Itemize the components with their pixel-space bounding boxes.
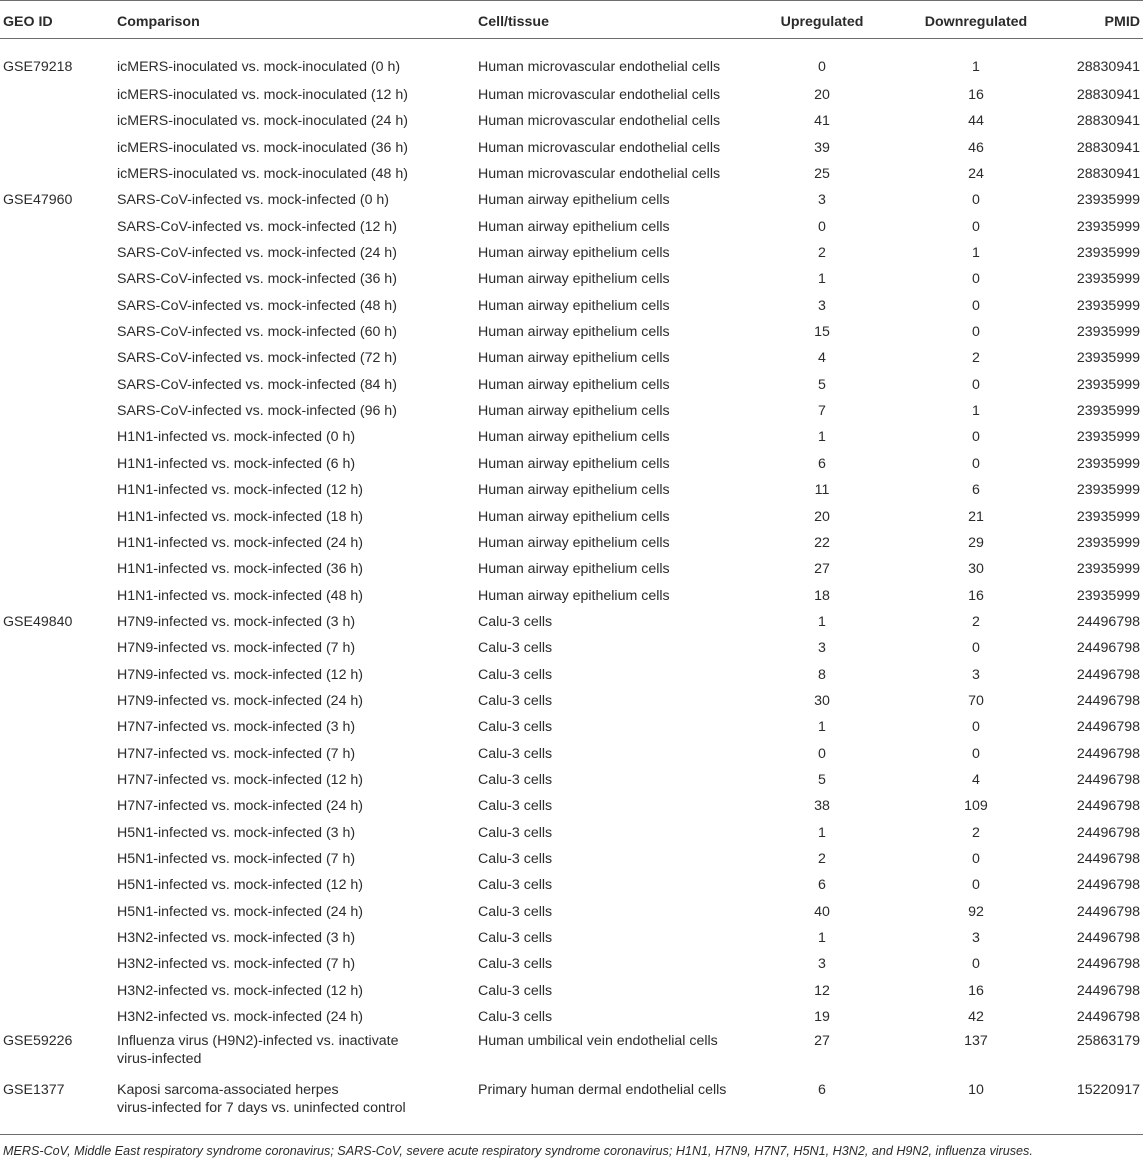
cell-upregulated: 30 xyxy=(814,692,830,709)
cell-geo-id: GSE79218 xyxy=(3,59,73,75)
table-row xyxy=(0,82,1143,108)
cell-pmid: 23935999 xyxy=(1076,218,1140,235)
cell-pmid: 24496798 xyxy=(1076,850,1140,867)
cell-downregulated: 30 xyxy=(968,561,984,578)
cell-comparison: H3N2-infected vs. mock-infected (3 h) xyxy=(117,930,356,946)
cell-upregulated: 18 xyxy=(814,587,830,604)
cell-geo-id xyxy=(0,135,117,161)
cell-downregulated: 70 xyxy=(968,692,984,709)
cell-downregulated: 2 xyxy=(972,824,980,841)
cell-downregulated: 0 xyxy=(972,745,980,762)
cell-comparison: SARS-CoV-infected vs. mock-infected (24 h) xyxy=(117,245,397,262)
cell-geo-id xyxy=(0,451,117,477)
cell-upregulated: 6 xyxy=(818,877,826,894)
table-row xyxy=(0,424,1143,450)
cell-upregulated: 11 xyxy=(814,482,830,499)
header-comparison: Comparison xyxy=(117,14,200,30)
table-row xyxy=(0,978,1143,1004)
table-row xyxy=(0,108,1143,134)
cell-downregulated: 24 xyxy=(968,166,984,183)
cell-comparison: SARS-CoV-infected vs. mock-infected (12 h) xyxy=(117,218,397,235)
cell-tissue: Calu-3 cells xyxy=(478,930,553,946)
cell-downregulated: 21 xyxy=(968,508,984,525)
cell-tissue: Calu-3 cells xyxy=(478,640,553,657)
cell-comparison: H3N2-infected vs. mock-infected (24 h) xyxy=(117,1009,364,1026)
cell-comparison: SARS-CoV-infected vs. mock-infected (72 h) xyxy=(117,350,397,367)
table-row xyxy=(0,872,1143,898)
cell-upregulated: 39 xyxy=(814,139,830,156)
cell-tissue: Calu-3 cells xyxy=(478,666,553,683)
cell-upregulated: 1 xyxy=(818,613,826,630)
cell-pmid: 24496798 xyxy=(1076,613,1140,630)
table-row xyxy=(0,293,1143,319)
cell-pmid: 23935999 xyxy=(1076,324,1140,341)
cell-tissue: Calu-3 cells xyxy=(478,850,553,867)
cell-geo-id xyxy=(0,1004,117,1030)
cell-pmid: 24496798 xyxy=(1076,745,1140,762)
cell-pmid: 23935999 xyxy=(1076,508,1140,525)
top-rule xyxy=(0,0,1143,1)
table-row xyxy=(0,1030,1143,1079)
cell-downregulated: 16 xyxy=(968,982,984,999)
cell-upregulated: 8 xyxy=(818,666,826,683)
comparison-line: virus-infected xyxy=(117,1051,202,1068)
cell-comparison: H7N9-infected vs. mock-infected (7 h) xyxy=(117,640,356,657)
cell-comparison xyxy=(117,1079,478,1128)
cell-comparison: H5N1-infected vs. mock-infected (12 h) xyxy=(117,877,364,894)
cell-geo-id xyxy=(0,872,117,898)
cell-geo-id xyxy=(0,345,117,371)
cell-upregulated: 27 xyxy=(814,1033,830,1050)
cell-downregulated: 0 xyxy=(972,640,980,657)
cell-comparison: H1N1-infected vs. mock-infected (0 h) xyxy=(117,429,356,446)
cell-downregulated: 0 xyxy=(972,324,980,341)
cell-comparison: H1N1-infected vs. mock-infected (6 h) xyxy=(117,455,356,472)
cell-comparison: H7N7-infected vs. mock-infected (24 h) xyxy=(117,798,364,815)
table-row xyxy=(0,187,1143,213)
cell-pmid: 23935999 xyxy=(1076,561,1140,578)
cell-upregulated: 1 xyxy=(818,429,826,446)
cell-downregulated: 0 xyxy=(972,956,980,973)
cell-downregulated: 0 xyxy=(972,850,980,867)
header-cell-tissue: Cell/tissue xyxy=(478,14,549,30)
cell-pmid: 23935999 xyxy=(1076,350,1140,367)
cell-downregulated: 0 xyxy=(972,719,980,736)
cell-pmid: 23935999 xyxy=(1076,376,1140,393)
cell-tissue: Calu-3 cells xyxy=(478,771,553,788)
cell-pmid: 28830941 xyxy=(1076,87,1140,103)
cell-pmid: 24496798 xyxy=(1076,692,1140,709)
cell-pmid: 25863179 xyxy=(1076,1033,1140,1050)
cell-tissue: Human airway epithelium cells xyxy=(478,324,670,341)
cell-comparison: SARS-CoV-infected vs. mock-infected (96 h) xyxy=(117,403,397,420)
cell-pmid: 24496798 xyxy=(1076,956,1140,973)
cell-geo-id xyxy=(0,925,117,951)
cell-tissue: Human airway epithelium cells xyxy=(478,561,670,578)
cell-tissue: Primary human dermal endothelial cells xyxy=(478,1082,727,1099)
cell-geo-id xyxy=(0,266,117,292)
table-body xyxy=(0,36,1143,1128)
cell-downregulated: 0 xyxy=(972,192,980,209)
cell-downregulated: 0 xyxy=(972,218,980,235)
table-row xyxy=(0,1004,1143,1030)
cell-pmid: 28830941 xyxy=(1076,113,1140,130)
cell-pmid: 24496798 xyxy=(1076,930,1140,946)
table-row xyxy=(0,951,1143,977)
cell-upregulated: 1 xyxy=(818,824,826,841)
cell-geo-id xyxy=(0,372,117,398)
table-row xyxy=(0,161,1143,187)
cell-tissue: Calu-3 cells xyxy=(478,719,553,736)
cell-tissue: Human airway epithelium cells xyxy=(478,271,670,288)
cell-tissue: Human umbilical vein endothelial cells xyxy=(478,1033,718,1050)
cell-geo-id xyxy=(0,635,117,661)
table-row xyxy=(0,240,1143,266)
cell-pmid: 28830941 xyxy=(1076,166,1140,183)
cell-comparison: icMERS-inoculated vs. mock-inoculated (36 h) xyxy=(117,139,408,156)
cell-pmid: 23935999 xyxy=(1076,587,1140,604)
cell-downregulated: 0 xyxy=(972,877,980,894)
cell-pmid: 23935999 xyxy=(1076,482,1140,499)
cell-upregulated: 6 xyxy=(818,455,826,472)
cell-comparison: H1N1-infected vs. mock-infected (36 h) xyxy=(117,561,364,578)
cell-geo-id xyxy=(0,767,117,793)
cell-geo-id xyxy=(0,714,117,740)
cell-geo-id xyxy=(0,583,117,609)
cell-downregulated: 16 xyxy=(968,587,984,604)
cell-comparison: H7N9-infected vs. mock-infected (3 h) xyxy=(117,613,356,630)
bottom-rule xyxy=(0,1134,1143,1135)
table-row xyxy=(0,451,1143,477)
cell-comparison: icMERS-inoculated vs. mock-inoculated (24 h) xyxy=(117,113,408,130)
cell-upregulated: 40 xyxy=(814,903,830,920)
cell-geo-id xyxy=(0,951,117,977)
cell-pmid: 28830941 xyxy=(1076,139,1140,156)
cell-downregulated: 1 xyxy=(972,403,980,420)
cell-upregulated: 3 xyxy=(818,956,826,973)
cell-comparison: H5N1-infected vs. mock-infected (3 h) xyxy=(117,824,356,841)
comparison-line: Influenza virus (H9N2)-infected vs. inactivate xyxy=(117,1033,399,1050)
cell-comparison: SARS-CoV-infected vs. mock-infected (48 h) xyxy=(117,297,397,314)
cell-upregulated: 0 xyxy=(818,218,826,235)
cell-downregulated: 0 xyxy=(972,455,980,472)
cell-tissue: Calu-3 cells xyxy=(478,613,553,630)
cell-geo-id xyxy=(0,899,117,925)
cell-pmid: 24496798 xyxy=(1076,982,1140,999)
cell-upregulated: 41 xyxy=(814,113,830,130)
cell-pmid: 23935999 xyxy=(1076,534,1140,551)
cell-downregulated: 46 xyxy=(968,139,984,156)
cell-geo-id xyxy=(0,240,117,266)
cell-comparison: H7N9-infected vs. mock-infected (12 h) xyxy=(117,666,364,683)
cell-comparison: H1N1-infected vs. mock-infected (12 h) xyxy=(117,482,364,499)
cell-comparison: H3N2-infected vs. mock-infected (12 h) xyxy=(117,982,364,999)
cell-geo-id xyxy=(0,530,117,556)
cell-geo-id xyxy=(0,846,117,872)
cell-comparison xyxy=(117,1030,478,1079)
cell-pmid: 15220917 xyxy=(1076,1082,1140,1099)
cell-pmid: 23935999 xyxy=(1076,455,1140,472)
cell-upregulated: 6 xyxy=(818,1082,826,1099)
cell-geo-id xyxy=(0,978,117,1004)
cell-tissue: Calu-3 cells xyxy=(478,824,553,841)
cell-tissue: Calu-3 cells xyxy=(478,903,553,920)
cell-geo-id xyxy=(0,319,117,345)
cell-pmid: 23935999 xyxy=(1076,297,1140,314)
cell-tissue: Human airway epithelium cells xyxy=(478,482,670,499)
cell-upregulated: 5 xyxy=(818,771,826,788)
cell-tissue: Human airway epithelium cells xyxy=(478,403,670,420)
data-table xyxy=(0,8,1143,1128)
cell-tissue: Human airway epithelium cells xyxy=(478,429,670,446)
cell-downregulated: 4 xyxy=(972,771,980,788)
cell-upregulated: 3 xyxy=(818,192,826,209)
table-row xyxy=(0,635,1143,661)
cell-comparison: H1N1-infected vs. mock-infected (18 h) xyxy=(117,508,364,525)
cell-downregulated: 42 xyxy=(968,1009,984,1026)
cell-tissue: Human airway epithelium cells xyxy=(478,508,670,525)
cell-upregulated: 12 xyxy=(814,982,830,999)
table-row xyxy=(0,319,1143,345)
cell-pmid: 24496798 xyxy=(1076,1009,1140,1026)
cell-tissue: Calu-3 cells xyxy=(478,956,553,973)
cell-tissue: Human microvascular endothelial cells xyxy=(478,113,721,130)
header-row xyxy=(0,8,1143,36)
cell-tissue: Calu-3 cells xyxy=(478,745,553,762)
cell-upregulated: 20 xyxy=(814,508,830,525)
cell-tissue: Human microvascular endothelial cells xyxy=(478,87,721,103)
cell-comparison: icMERS-inoculated vs. mock-inoculated (0 h) xyxy=(117,59,401,75)
cell-tissue: Human microvascular endothelial cells xyxy=(478,166,721,183)
cell-upregulated: 27 xyxy=(814,561,830,578)
cell-tissue: Human airway epithelium cells xyxy=(478,297,670,314)
cell-pmid: 24496798 xyxy=(1076,824,1140,841)
cell-geo-id xyxy=(0,82,117,108)
table-row xyxy=(0,714,1143,740)
cell-tissue: Human microvascular endothelial cells xyxy=(478,59,721,75)
cell-upregulated: 4 xyxy=(818,350,826,367)
cell-comparison: H7N9-infected vs. mock-infected (24 h) xyxy=(117,692,364,709)
cell-comparison: SARS-CoV-infected vs. mock-infected (84 h) xyxy=(117,376,397,393)
cell-upregulated: 5 xyxy=(818,376,826,393)
table-row xyxy=(0,556,1143,582)
cell-pmid: 23935999 xyxy=(1076,429,1140,446)
cell-downregulated: 29 xyxy=(968,534,984,551)
cell-tissue: Human airway epithelium cells xyxy=(478,350,670,367)
cell-comparison: icMERS-inoculated vs. mock-inoculated (48 h) xyxy=(117,166,408,183)
cell-downregulated: 0 xyxy=(972,429,980,446)
cell-upregulated: 2 xyxy=(818,245,826,262)
cell-comparison: H1N1-infected vs. mock-infected (24 h) xyxy=(117,534,364,551)
table-row xyxy=(0,530,1143,556)
table-row xyxy=(0,266,1143,292)
cell-geo-id xyxy=(0,688,117,714)
table-row xyxy=(0,345,1143,371)
cell-geo-id xyxy=(0,820,117,846)
cell-upregulated: 25 xyxy=(814,166,830,183)
cell-downregulated: 92 xyxy=(968,903,984,920)
cell-downregulated: 3 xyxy=(972,666,980,683)
table-row xyxy=(0,135,1143,161)
cell-comparison: SARS-CoV-infected vs. mock-infected (60 h) xyxy=(117,324,397,341)
cell-comparison: H7N7-infected vs. mock-infected (7 h) xyxy=(117,745,356,762)
cell-geo-id xyxy=(0,108,117,134)
cell-downregulated: 0 xyxy=(972,376,980,393)
cell-pmid: 24496798 xyxy=(1076,798,1140,815)
cell-tissue: Calu-3 cells xyxy=(478,798,553,815)
table-row xyxy=(0,688,1143,714)
table-row xyxy=(0,609,1143,635)
cell-upregulated: 0 xyxy=(818,59,826,75)
cell-upregulated: 1 xyxy=(818,271,826,288)
cell-upregulated: 7 xyxy=(818,403,826,420)
comparison-line: virus-infected for 7 days vs. uninfected control xyxy=(117,1100,406,1117)
cell-downregulated: 0 xyxy=(972,297,980,314)
cell-geo-id: GSE1377 xyxy=(3,1082,65,1099)
cell-tissue: Human airway epithelium cells xyxy=(478,218,670,235)
cell-upregulated: 38 xyxy=(814,798,830,815)
cell-pmid: 24496798 xyxy=(1076,666,1140,683)
cell-geo-id xyxy=(0,161,117,187)
cell-upregulated: 15 xyxy=(814,324,830,341)
cell-comparison: H3N2-infected vs. mock-infected (7 h) xyxy=(117,956,356,973)
cell-comparison: icMERS-inoculated vs. mock-inoculated (12 h) xyxy=(117,87,408,103)
cell-geo-id: GSE59226 xyxy=(3,1033,73,1050)
cell-pmid: 28830941 xyxy=(1076,59,1140,75)
cell-tissue: Human airway epithelium cells xyxy=(478,534,670,551)
cell-geo-id xyxy=(0,214,117,240)
header-geo-id: GEO ID xyxy=(3,14,53,30)
cell-upregulated: 0 xyxy=(818,745,826,762)
cell-tissue: Calu-3 cells xyxy=(478,877,553,894)
cell-downregulated: 2 xyxy=(972,613,980,630)
cell-geo-id: GSE47960 xyxy=(3,192,73,209)
cell-downregulated: 137 xyxy=(964,1033,988,1050)
cell-upregulated: 19 xyxy=(814,1009,830,1026)
cell-geo-id xyxy=(0,793,117,819)
cell-comparison: H7N7-infected vs. mock-infected (12 h) xyxy=(117,771,364,788)
table-row xyxy=(0,846,1143,872)
footnote: MERS-CoV, Middle East respiratory syndrome coronavirus; SARS-CoV, severe acute respiratory syndrome coronavirus; H1N1, H7N9, H7N7, H5N1, H3N2, and H9N2, influenza viruses. xyxy=(3,1144,1033,1158)
cell-geo-id: GSE49840 xyxy=(3,613,73,630)
cell-comparison: H7N7-infected vs. mock-infected (3 h) xyxy=(117,719,356,736)
table-row xyxy=(0,214,1143,240)
cell-upregulated: 2 xyxy=(818,850,826,867)
cell-downregulated: 3 xyxy=(972,930,980,946)
cell-downregulated: 6 xyxy=(972,482,980,499)
header-upregulated: Upregulated xyxy=(780,14,864,30)
cell-downregulated: 2 xyxy=(972,350,980,367)
cell-tissue: Human airway epithelium cells xyxy=(478,455,670,472)
cell-upregulated: 1 xyxy=(818,930,826,946)
table-row xyxy=(0,767,1143,793)
table-row xyxy=(0,372,1143,398)
cell-downregulated: 0 xyxy=(972,271,980,288)
cell-downregulated: 10 xyxy=(968,1082,984,1099)
table-row xyxy=(0,793,1143,819)
cell-tissue: Human airway epithelium cells xyxy=(478,376,670,393)
cell-tissue: Calu-3 cells xyxy=(478,1009,553,1026)
table-row xyxy=(0,583,1143,609)
cell-comparison: H5N1-infected vs. mock-infected (7 h) xyxy=(117,850,356,867)
cell-tissue: Human airway epithelium cells xyxy=(478,192,670,209)
table-row xyxy=(0,820,1143,846)
cell-geo-id xyxy=(0,662,117,688)
cell-upregulated: 3 xyxy=(818,640,826,657)
cell-downregulated: 109 xyxy=(964,798,988,815)
table-row xyxy=(0,398,1143,424)
cell-pmid: 24496798 xyxy=(1076,877,1140,894)
cell-downregulated: 44 xyxy=(968,113,984,130)
cell-tissue: Calu-3 cells xyxy=(478,982,553,999)
table-row xyxy=(0,36,1143,82)
cell-geo-id xyxy=(0,504,117,530)
cell-pmid: 23935999 xyxy=(1076,192,1140,209)
cell-geo-id xyxy=(0,398,117,424)
cell-comparison: SARS-CoV-infected vs. mock-infected (0 h) xyxy=(117,192,390,209)
table-row xyxy=(0,1079,1143,1128)
cell-pmid: 23935999 xyxy=(1076,245,1140,262)
cell-pmid: 24496798 xyxy=(1076,719,1140,736)
cell-pmid: 23935999 xyxy=(1076,403,1140,420)
cell-pmid: 23935999 xyxy=(1076,271,1140,288)
table-row xyxy=(0,477,1143,503)
cell-comparison: H1N1-infected vs. mock-infected (48 h) xyxy=(117,587,364,604)
cell-geo-id xyxy=(0,477,117,503)
cell-upregulated: 1 xyxy=(818,719,826,736)
cell-pmid: 24496798 xyxy=(1076,640,1140,657)
cell-tissue: Calu-3 cells xyxy=(478,692,553,709)
cell-geo-id xyxy=(0,293,117,319)
table-row xyxy=(0,662,1143,688)
table-row xyxy=(0,504,1143,530)
comparison-line: Kaposi sarcoma-associated herpes xyxy=(117,1082,339,1099)
cell-tissue: Human microvascular endothelial cells xyxy=(478,139,721,156)
cell-pmid: 24496798 xyxy=(1076,771,1140,788)
table-row xyxy=(0,899,1143,925)
cell-downregulated: 16 xyxy=(968,87,984,103)
table-row xyxy=(0,925,1143,951)
header-downregulated: Downregulated xyxy=(924,14,1028,30)
cell-downregulated: 1 xyxy=(972,245,980,262)
cell-upregulated: 3 xyxy=(818,297,826,314)
cell-comparison: H5N1-infected vs. mock-infected (24 h) xyxy=(117,903,364,920)
cell-geo-id xyxy=(0,556,117,582)
table-row xyxy=(0,741,1143,767)
cell-comparison: SARS-CoV-infected vs. mock-infected (36 h) xyxy=(117,271,397,288)
cell-tissue: Human airway epithelium cells xyxy=(478,587,670,604)
cell-pmid: 24496798 xyxy=(1076,903,1140,920)
cell-upregulated: 20 xyxy=(814,87,830,103)
cell-geo-id xyxy=(0,741,117,767)
cell-upregulated: 22 xyxy=(814,534,830,551)
cell-tissue: Human airway epithelium cells xyxy=(478,245,670,262)
cell-downregulated: 1 xyxy=(972,59,980,75)
header-pmid: PMID xyxy=(1104,14,1140,30)
cell-geo-id xyxy=(0,424,117,450)
